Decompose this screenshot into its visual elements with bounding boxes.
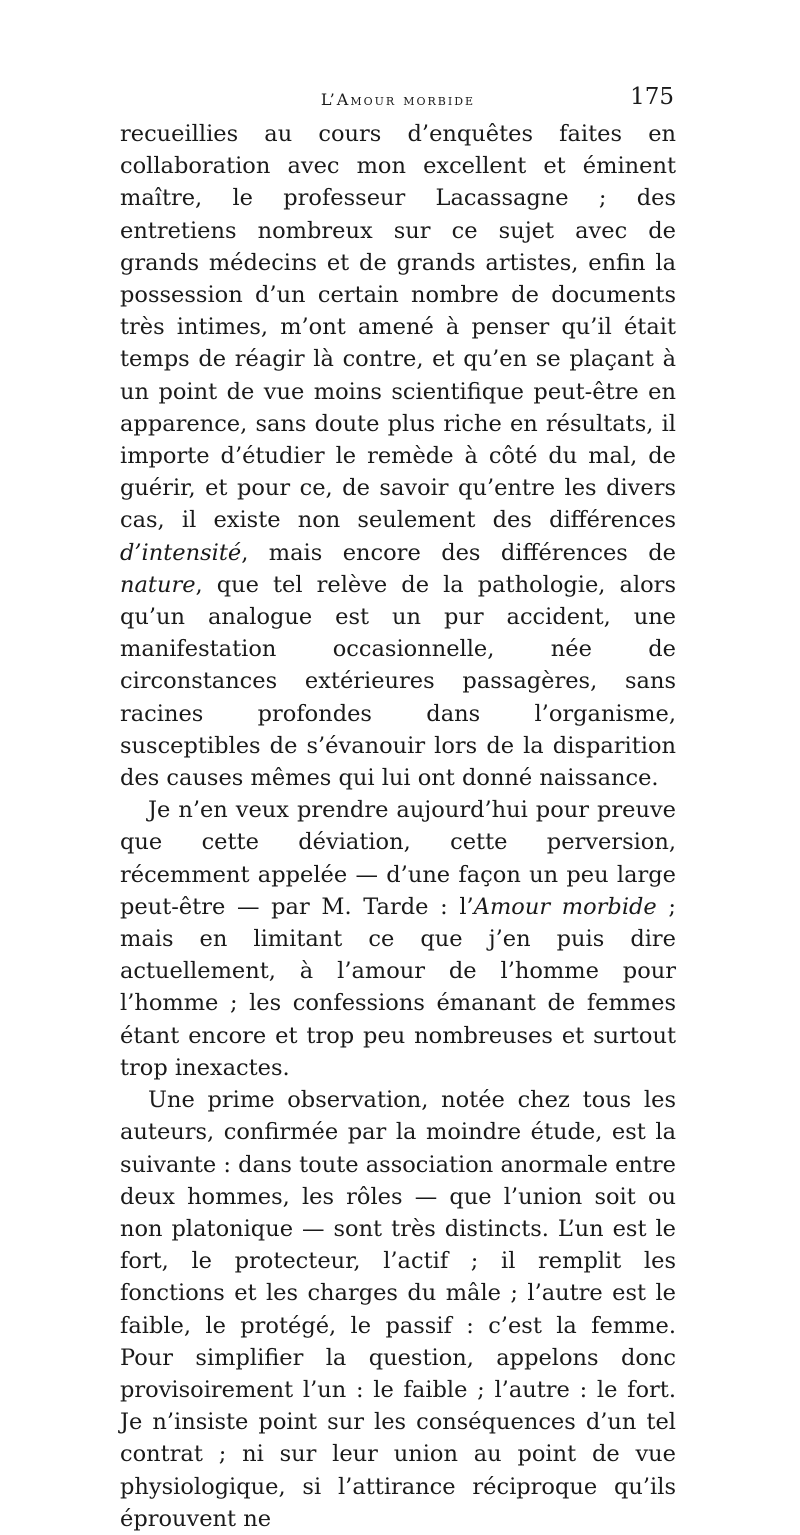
paragraph-1 [120, 118, 676, 794]
running-title: L’Amour morbide [320, 90, 476, 109]
text-run: recueillies au cours d’enquêtes faites en collaboration avec mon excellent et éminent maître, le professeur Lacassagne ; des entretiens nombreux sur ce sujet avec de grands médecins et de grands artistes, enfin la possession d’un certain nombre de documents très intimes, m’ont amené à penser qu’il était temps de réagir là contre, et qu’en se plaçant à un point de vue moins scientifique peut-être en apparence, sans doute plus riche en résultats, il importe d’étudier le remède à côté du mal, de guérir, et pour ce, de savoir qu’entre les divers cas, il existe non seulement des différences [120, 121, 676, 534]
page-header [120, 78, 676, 118]
paragraph-2 [120, 794, 676, 1084]
book-page [120, 78, 676, 1535]
text-run: Je n’en veux prendre aujourd’hui pour preuve que cette déviation, cette perversion, récemment appelée — d’une façon un peu large peut-être — par M. Tarde : l’ [120, 797, 676, 920]
text-run: , que tel relève de la pathologie, alors qu’un analogue est un pur accident, une manifestation occasionnelle, née de circonstances extérieures passagères, sans racines profondes dans l’organisme, susceptibles de s’évanouir lors de la disparition des causes mêmes qui lui ont donné naissance. [120, 571, 676, 792]
italic-intensite: d’intensité [120, 539, 242, 566]
text-run: Une prime observation, notée chez tous les auteurs, confirmée par la moindre étude, est la suivante : dans toute association anormale entre deux hommes, les rôles — que l’union soit ou non platonique — sont très distincts. L’un est le fort, le protecteur, l’actif ; il remplit les fonctions et les charges du mâle ; l’autre est le faible, le protégé, le passif : c’est la femme. Pour simplifier la question, appelons donc provisoirement l’un : le faible ; l’autre : le fort. Je n’insiste point sur les conséquences d’un tel contrat ; ni sur leur union au point de vue physiologique, si l’attirance réciproque qu’ils éprouvent ne [120, 1087, 676, 1532]
paragraph-3 [120, 1084, 676, 1535]
body-text [120, 118, 676, 1535]
text-run: ; mais en limitant ce que j’en puis dire actuellement, à l’amour de l’homme pour l’homme ; les confessions émanant de femmes étant encore et trop peu nombreuses et surtout trop inexactes. [120, 893, 676, 1081]
italic-amour-morbide: Amour morbide [473, 893, 657, 920]
text-run: , mais encore des différences de [241, 539, 676, 566]
page-number: 175 [630, 84, 674, 110]
italic-nature: nature [120, 571, 196, 598]
